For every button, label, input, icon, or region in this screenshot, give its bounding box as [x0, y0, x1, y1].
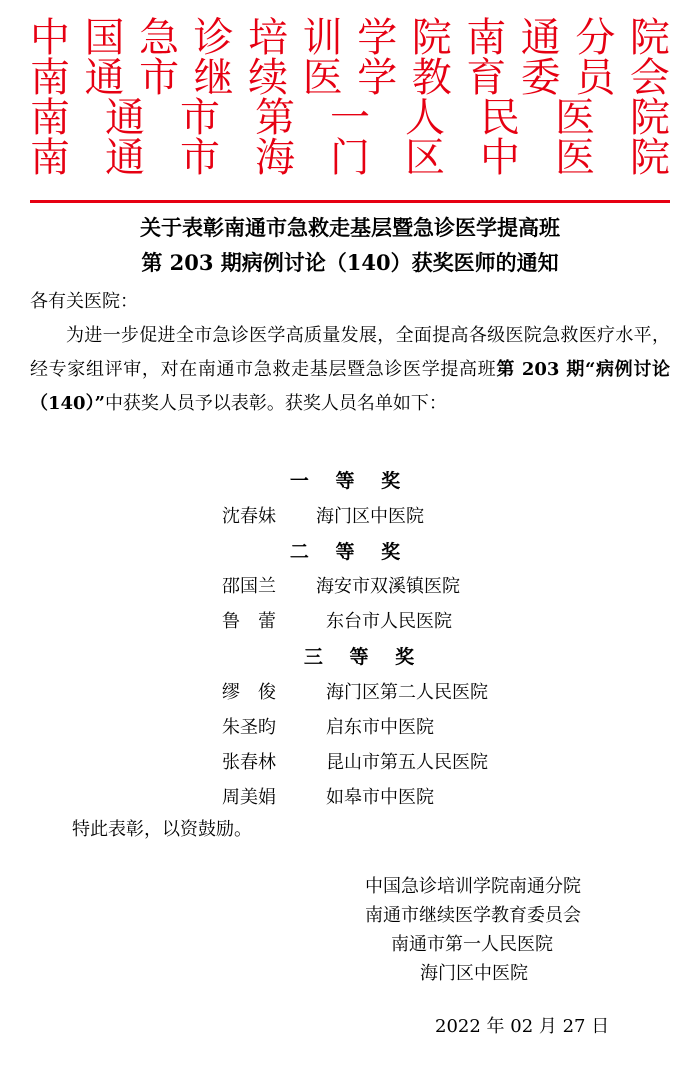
letterhead-char: 区	[405, 135, 445, 181]
letterhead-char: 中	[30, 15, 70, 61]
winner-hospital: 如皋市中医院	[326, 787, 434, 808]
letterhead-char: 教	[411, 55, 452, 101]
letterhead-char: 续	[248, 55, 289, 101]
letterhead-char: 训	[302, 15, 343, 61]
signature-4: 海门区中医院	[420, 963, 528, 984]
body-paragraph	[30, 319, 670, 421]
letterhead-char: 南	[30, 55, 70, 101]
letterhead-char: 学	[357, 15, 398, 61]
winner-hospital: 昆山市第五人民医院	[326, 752, 488, 773]
letterhead-char: 分	[575, 15, 616, 61]
winner-hospital: 海安市双溪镇医院	[316, 576, 460, 597]
letterhead-char: 通	[105, 95, 145, 141]
letterhead-char: 委	[520, 55, 561, 101]
letterhead-char: 学	[357, 55, 398, 101]
winner-row	[222, 678, 488, 704]
winner-name: 张春林	[222, 752, 276, 773]
signature-3: 南通市第一人民医院	[391, 934, 553, 955]
winner-name: 缪 俊	[222, 682, 276, 703]
letterhead-char: 培	[248, 15, 289, 61]
body-text-bold: 第 203 期“病例讨论（140）”	[30, 359, 670, 414]
letterhead-char: 人	[405, 95, 445, 141]
letterhead-char: 院	[630, 135, 670, 181]
issue-date: 2022 年 02 月 27 日	[435, 1016, 610, 1037]
letterhead-char: 市	[180, 135, 220, 181]
closing-line: 特此表彰，以资鼓励。	[72, 819, 252, 840]
letterhead-char: 院	[630, 95, 670, 141]
letterhead-char: 门	[330, 135, 370, 181]
letterhead-char: 市	[139, 55, 180, 101]
notice-title-line-1: 关于表彰南通市急救走基层暨急诊医学提高班	[140, 215, 560, 240]
letterhead-char: 南	[466, 15, 507, 61]
winner-row	[222, 783, 434, 809]
letterhead-char: 市	[180, 95, 220, 141]
letterhead-char: 诊	[193, 15, 234, 61]
letterhead-line-2	[30, 55, 670, 101]
letterhead-char: 通	[520, 15, 561, 61]
winner-hospital: 东台市人民医院	[326, 611, 452, 632]
letterhead-char: 民	[480, 95, 520, 141]
winner-name: 邵国兰	[222, 576, 276, 597]
letterhead-char: 会	[629, 55, 670, 101]
body-text-2: 中获奖人员予以表彰。获奖人员名单如下：	[104, 393, 447, 414]
letterhead-char: 院	[411, 15, 452, 61]
winner-hospital: 海门区第二人民医院	[326, 682, 488, 703]
letterhead-char: 第	[255, 95, 295, 141]
winner-row	[222, 748, 488, 774]
letterhead-char: 院	[629, 15, 670, 61]
red-divider	[30, 200, 670, 203]
letterhead-char: 国	[84, 15, 125, 61]
letterhead-char: 一	[330, 95, 370, 141]
salutation: 各有关医院：	[30, 291, 138, 312]
letterhead-char: 急	[139, 15, 180, 61]
winner-name: 周美娟	[222, 787, 276, 808]
winner-name: 鲁 蕾	[222, 611, 276, 632]
body-text-1: 为进一步促进全市急诊医学高质量发展，全面提高各级医院急救医疗水平，经专家组评审，对在南通市急救走基层暨急诊医学提高班	[30, 325, 670, 380]
letterhead-line-1	[30, 15, 670, 61]
prize-first-label: 一 等 奖	[289, 470, 411, 492]
letterhead-line-4	[30, 135, 670, 181]
letterhead-line-3	[30, 95, 670, 141]
letterhead-char: 育	[466, 55, 507, 101]
winner-row	[222, 572, 460, 598]
winner-row	[222, 502, 424, 528]
letterhead-char: 通	[105, 135, 145, 181]
letterhead-char: 医	[555, 95, 595, 141]
winner-name: 朱圣昀	[222, 717, 276, 738]
prize-third-label: 三 等 奖	[303, 646, 425, 668]
prize-second-label: 二 等 奖	[289, 541, 411, 563]
letterhead-char: 医	[302, 55, 343, 101]
winner-row	[222, 713, 434, 739]
letterhead-char: 医	[555, 135, 595, 181]
signature-1: 中国急诊培训学院南通分院	[365, 876, 581, 897]
letterhead-char: 员	[575, 55, 616, 101]
letterhead-char: 中	[480, 135, 520, 181]
letterhead-char: 通	[84, 55, 125, 101]
letterhead-char: 继	[193, 55, 234, 101]
winner-row	[222, 607, 452, 633]
winner-hospital: 海门区中医院	[316, 506, 424, 527]
letterhead	[30, 15, 670, 181]
signature-2: 南通市继续医学教育委员会	[365, 905, 581, 926]
notice-title-line-2: 第 203 期病例讨论（140）获奖医师的通知	[141, 250, 559, 275]
letterhead-char: 南	[30, 95, 70, 141]
winner-name: 沈春妹	[222, 506, 276, 527]
winner-hospital: 启东市中医院	[326, 717, 434, 738]
letterhead-char: 南	[30, 135, 70, 181]
letterhead-char: 海	[255, 135, 295, 181]
